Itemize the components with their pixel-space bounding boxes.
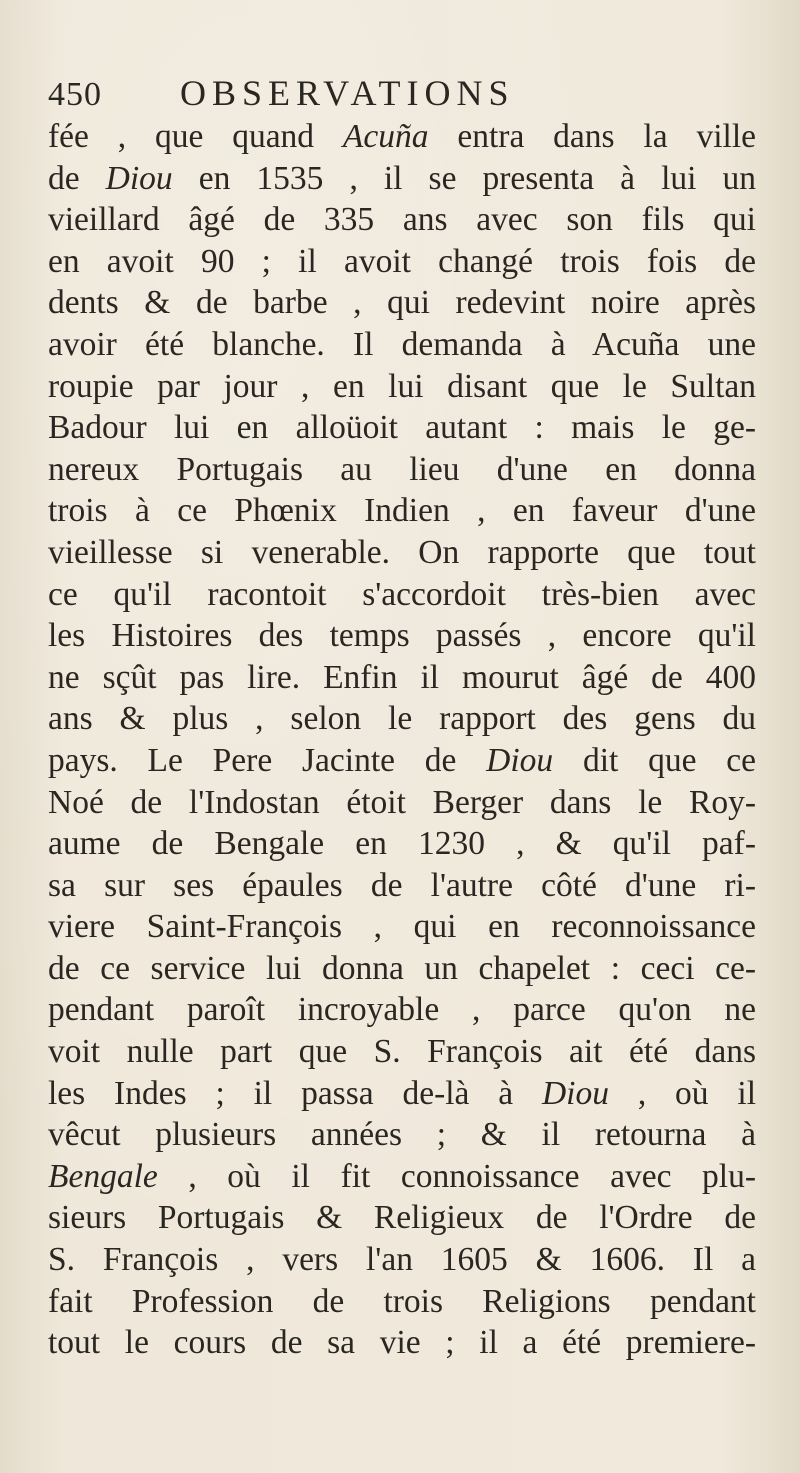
text-line <box>48 1322 756 1364</box>
text-line <box>48 740 756 782</box>
text-segment: Badour lui en alloüoit autant : mais le ge- <box>48 409 756 447</box>
text-line <box>48 532 756 574</box>
text-segment: viere Saint-François , qui en reconnoissance <box>48 908 756 946</box>
italic-text: Acuña <box>342 118 429 155</box>
text-segment: voit nulle part que S. François ait été dans <box>48 1033 756 1071</box>
text-line <box>48 158 756 200</box>
body-text <box>48 116 756 1364</box>
text-segment: ce qu'il racontoit s'accordoit très-bien avec <box>48 575 756 613</box>
text-segment: fait Profession de trois Religions pendant <box>48 1282 756 1320</box>
text-segment: nereux Portugais au lieu d'une en donna <box>48 450 756 488</box>
text-line <box>48 1114 756 1156</box>
text-segment: avoir été blanche. Il demanda à Acuña une <box>48 325 756 363</box>
text-segment: sa sur ses épaules de l'autre côté d'une ri- <box>48 866 756 904</box>
text-segment: roupie par jour , en lui disant que le Sultan <box>48 367 756 405</box>
text-line <box>48 1156 756 1198</box>
text-segment: ne sçût pas lire. Enfin il mourut âgé de 400 <box>48 658 756 696</box>
text-segment: vieillard âgé de 335 ans avec son fils qui <box>48 201 756 239</box>
text-segment: dents & de barbe , qui redevint noire après <box>48 284 756 322</box>
text-line <box>48 241 756 283</box>
text-segment: en avoit 90 ; il avoit changé trois fois de <box>48 242 756 280</box>
text-segment: S. François , vers l'an 1605 & 1606. Il a <box>48 1241 756 1279</box>
text-line <box>48 989 756 1031</box>
text-segment: , où il <box>608 1074 757 1112</box>
text-line <box>48 865 756 907</box>
text-line <box>48 698 756 740</box>
running-head: OBSERVATIONS <box>180 73 515 113</box>
text-segment: aume de Bengale en 1230 , & qu'il paf- <box>48 825 756 863</box>
text-line <box>48 490 756 532</box>
italic-text: Diou <box>486 741 554 779</box>
text-segment: , où il fit connoissance avec plu- <box>157 1157 756 1195</box>
text-line <box>48 906 756 948</box>
text-line <box>48 1073 756 1115</box>
text-line <box>48 366 756 408</box>
text-segment: pays. Le Pere Jacinte de <box>48 741 487 779</box>
text-segment: vêcut plusieurs années ; & il retourna à <box>48 1116 756 1154</box>
text-segment: pendant paroît incroyable , parce qu'on ne <box>48 991 756 1029</box>
text-segment: Noé de l'Indostan étoit Berger dans le Roy- <box>48 783 756 821</box>
text-line <box>48 199 756 241</box>
text-line <box>48 282 756 324</box>
text-segment: fée , que quand <box>48 118 343 155</box>
page-header <box>48 72 748 116</box>
text-segment: dit que ce <box>553 741 756 779</box>
page-number: 450 <box>48 76 102 113</box>
text-line <box>48 1031 756 1073</box>
text-line <box>48 116 756 158</box>
text-segment: de ce service lui donna un chapelet : ceci ce- <box>48 949 756 987</box>
text-line <box>48 823 756 865</box>
text-segment: de <box>48 159 106 197</box>
text-segment: les Histoires des temps passés , encore qu'il <box>48 617 756 655</box>
italic-text: Bengale <box>48 1157 158 1195</box>
text-line <box>48 657 756 699</box>
text-segment: tout le cours de sa vie ; il a été premiere- <box>48 1324 756 1362</box>
text-segment: entra dans la ville <box>428 118 756 155</box>
text-line <box>48 1281 756 1323</box>
text-segment: en 1535 , il se presenta à lui un <box>172 159 756 197</box>
text-line <box>48 948 756 990</box>
text-line <box>48 782 756 824</box>
text-segment: vieillesse si venerable. On rapporte que tout <box>48 533 756 571</box>
text-line <box>48 449 756 491</box>
text-line <box>48 574 756 616</box>
text-segment: ans & plus , selon le rapport des gens du <box>48 700 756 738</box>
text-line <box>48 407 756 449</box>
text-line <box>48 1197 756 1239</box>
italic-text: Diou <box>541 1074 609 1112</box>
text-line <box>48 615 756 657</box>
italic-text: Diou <box>105 159 173 197</box>
text-segment: sieurs Portugais & Religieux de l'Ordre de <box>48 1199 756 1237</box>
text-segment: trois à ce Phœnix Indien , en faveur d'une <box>48 492 756 530</box>
text-segment: les Indes ; il passa de-là à <box>48 1074 542 1112</box>
text-line <box>48 1239 756 1281</box>
text-line <box>48 324 756 366</box>
